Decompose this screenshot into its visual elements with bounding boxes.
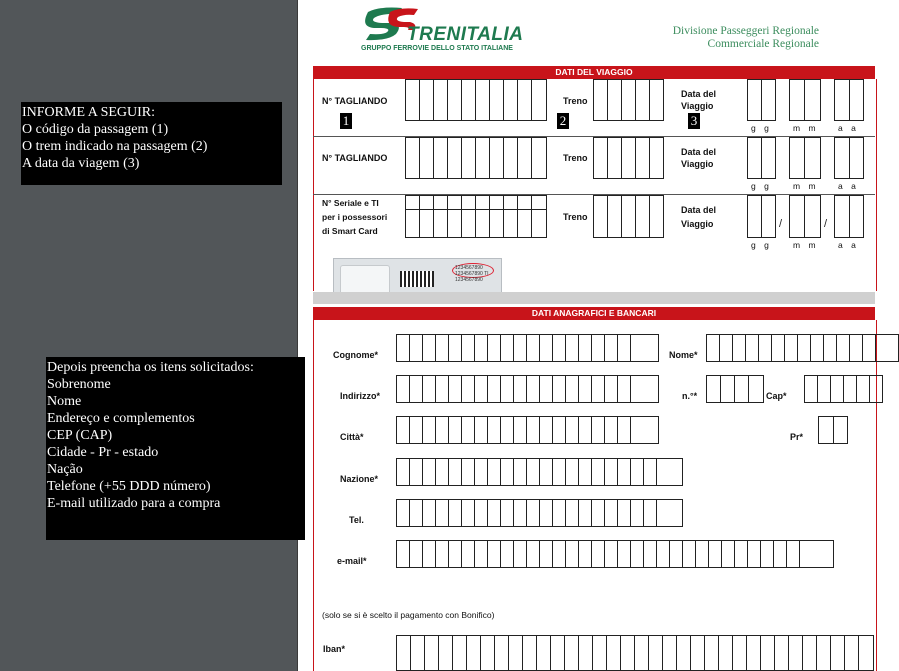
seriale-label-2: per i possessori <box>322 212 388 222</box>
input-cell[interactable] <box>513 375 526 403</box>
seriale-label-1: N° Seriale e TI <box>322 198 379 208</box>
input-cell[interactable] <box>396 635 410 671</box>
numero-input[interactable] <box>706 375 764 403</box>
input-cell[interactable] <box>745 334 758 362</box>
input-cell[interactable] <box>513 334 526 362</box>
input-cell[interactable] <box>474 499 487 527</box>
input-cell[interactable] <box>797 334 810 362</box>
input-cell[interactable] <box>617 540 630 568</box>
input-cell[interactable] <box>747 540 760 568</box>
input-cell[interactable] <box>858 635 874 671</box>
input-cell[interactable] <box>526 416 539 444</box>
email-label: e-mail* <box>337 556 367 566</box>
input-cell[interactable] <box>552 375 565 403</box>
input-cell[interactable] <box>643 540 656 568</box>
input-cell[interactable] <box>643 499 656 527</box>
input-cell[interactable] <box>862 334 875 362</box>
input-cell[interactable] <box>409 499 422 527</box>
input-cell[interactable] <box>578 375 591 403</box>
input-cell[interactable] <box>721 540 734 568</box>
input-cell[interactable] <box>816 635 830 671</box>
input-cell[interactable] <box>452 635 466 671</box>
input-cell[interactable] <box>786 540 799 568</box>
year-input-3[interactable] <box>834 195 864 238</box>
input-cell[interactable] <box>526 540 539 568</box>
input-cell[interactable] <box>513 458 526 486</box>
seriale-input[interactable] <box>405 195 547 238</box>
day-input-1[interactable] <box>747 79 776 121</box>
input-cell[interactable] <box>396 416 409 444</box>
note-top-line: INFORME A SEGUIR: <box>22 105 156 120</box>
card-number-3: 1234567890 <box>455 277 483 283</box>
input-cell[interactable] <box>480 635 494 671</box>
input-cell[interactable] <box>656 499 683 527</box>
input-cell[interactable] <box>592 635 606 671</box>
citta-input[interactable] <box>396 416 659 444</box>
input-cell[interactable] <box>539 334 552 362</box>
input-cell[interactable] <box>875 334 899 362</box>
input-cell[interactable] <box>522 635 536 671</box>
pr-label: Pr* <box>790 432 804 442</box>
input-cell[interactable] <box>448 334 461 362</box>
input-cell[interactable] <box>435 416 448 444</box>
input-cell[interactable] <box>461 458 474 486</box>
input-cell[interactable] <box>422 375 435 403</box>
input-cell[interactable] <box>774 635 788 671</box>
input-cell[interactable] <box>843 375 856 403</box>
mm-label-3: m m <box>793 240 819 250</box>
input-cell[interactable] <box>526 334 539 362</box>
input-cell[interactable] <box>720 375 734 403</box>
input-cell[interactable] <box>487 334 500 362</box>
treno-input-2[interactable] <box>593 137 664 179</box>
day-input-2[interactable] <box>747 137 776 179</box>
input-cell[interactable] <box>409 458 422 486</box>
data-label-1a: Data del <box>681 89 717 99</box>
year-input-1[interactable] <box>834 79 864 121</box>
data-label-3a: Data del <box>681 205 717 215</box>
input-cell[interactable] <box>424 635 438 671</box>
input-cell[interactable] <box>409 540 422 568</box>
input-cell[interactable] <box>620 635 634 671</box>
input-cell[interactable] <box>448 499 461 527</box>
input-cell[interactable] <box>526 458 539 486</box>
input-cell[interactable] <box>630 499 643 527</box>
tagliando-input-1[interactable] <box>405 79 547 121</box>
input-cell[interactable] <box>817 375 830 403</box>
input-cell[interactable] <box>695 540 708 568</box>
treno-label-3: Treno <box>563 212 588 222</box>
input-cell[interactable] <box>565 334 578 362</box>
input-cell[interactable] <box>802 635 816 671</box>
input-cell[interactable] <box>494 635 508 671</box>
smart-card-image <box>333 258 502 293</box>
input-cell[interactable] <box>396 540 409 568</box>
gg-label-3: g g <box>751 240 772 250</box>
input-cell[interactable] <box>487 416 500 444</box>
data-label-2b: Viaggio <box>681 159 714 169</box>
input-cell[interactable] <box>604 540 617 568</box>
aa-label-1: a a <box>838 123 859 133</box>
input-cell[interactable] <box>591 375 604 403</box>
aa-label-2: a a <box>838 181 859 191</box>
data-label-2a: Data del <box>681 147 717 157</box>
input-cell[interactable] <box>719 334 732 362</box>
input-cell[interactable] <box>708 540 721 568</box>
date-slash-1: / <box>779 218 783 230</box>
email-input[interactable] <box>396 540 834 568</box>
input-cell[interactable] <box>788 635 802 671</box>
input-cell[interactable] <box>591 458 604 486</box>
tel-input[interactable] <box>396 499 683 527</box>
input-cell[interactable] <box>438 635 452 671</box>
input-cell[interactable] <box>617 334 630 362</box>
input-cell[interactable] <box>823 334 836 362</box>
marker-2: 2 <box>557 113 569 129</box>
input-cell[interactable] <box>604 334 617 362</box>
data-label-3b: Viaggio <box>681 219 714 229</box>
input-cell[interactable] <box>461 416 474 444</box>
tagliando-label-1: N° TAGLIANDO <box>322 96 388 106</box>
input-cell[interactable] <box>435 540 448 568</box>
indirizzo-label: Indirizzo* <box>340 391 380 401</box>
section-title-anagrafici: DATI ANAGRAFICI E BANCARI <box>313 307 875 320</box>
marker-1: 1 <box>340 113 352 129</box>
input-cell[interactable] <box>539 416 552 444</box>
input-cell[interactable] <box>500 540 513 568</box>
input-cell[interactable] <box>856 375 869 403</box>
input-cell[interactable] <box>617 416 630 444</box>
data-label-1b: Viaggio <box>681 101 714 111</box>
input-cell[interactable] <box>539 540 552 568</box>
numero-label: n.°* <box>682 391 698 401</box>
input-cell[interactable] <box>630 540 643 568</box>
input-cell[interactable] <box>526 375 539 403</box>
tagliando-input-2[interactable] <box>405 137 547 179</box>
input-cell[interactable] <box>656 540 669 568</box>
input-cell[interactable] <box>513 540 526 568</box>
note-bottom-line: CEP (CAP) <box>47 428 113 443</box>
cognome-label: Cognome* <box>333 350 378 360</box>
month-input-2[interactable] <box>789 137 821 179</box>
input-cell[interactable] <box>732 635 746 671</box>
note-top-line: O código da passagem (1) <box>22 122 169 137</box>
input-cell[interactable] <box>487 458 500 486</box>
treno-input-3[interactable] <box>593 195 664 238</box>
input-cell[interactable] <box>409 416 422 444</box>
input-cell[interactable] <box>396 499 409 527</box>
note-bottom-line: Nação <box>47 462 83 477</box>
input-cell[interactable] <box>565 499 578 527</box>
gg-label-1: g g <box>751 123 772 133</box>
iban-input[interactable] <box>396 635 874 671</box>
input-cell[interactable] <box>630 375 659 403</box>
treno-label-2: Treno <box>563 153 588 163</box>
input-cell[interactable] <box>435 375 448 403</box>
input-cell[interactable] <box>630 334 659 362</box>
tagliando-label-2: N° TAGLIANDO <box>322 153 388 163</box>
card-number-2: 1234567890 TI <box>455 271 489 277</box>
date-slash-2: / <box>824 218 828 230</box>
input-cell[interactable] <box>487 375 500 403</box>
input-cell[interactable] <box>706 334 719 362</box>
input-cell[interactable] <box>630 458 643 486</box>
input-cell[interactable] <box>396 375 409 403</box>
nome-label: Nome* <box>669 350 698 360</box>
nome-input[interactable] <box>706 334 899 362</box>
input-cell[interactable] <box>643 458 656 486</box>
input-cell[interactable] <box>474 540 487 568</box>
instruction-note-bottom <box>46 357 305 540</box>
input-cell[interactable] <box>833 416 848 444</box>
month-input-3[interactable] <box>789 195 821 238</box>
input-cell[interactable] <box>500 499 513 527</box>
input-cell[interactable] <box>706 375 720 403</box>
tel-label: Tel. <box>349 515 364 525</box>
input-cell[interactable] <box>487 499 500 527</box>
input-cell[interactable] <box>818 416 833 444</box>
seriale-label-3: di Smart Card <box>322 226 378 236</box>
input-cell[interactable] <box>461 375 474 403</box>
input-cell[interactable] <box>630 416 659 444</box>
input-cell[interactable] <box>513 499 526 527</box>
input-cell[interactable] <box>422 499 435 527</box>
pr-input[interactable] <box>818 416 848 444</box>
input-cell[interactable] <box>552 540 565 568</box>
input-cell[interactable] <box>604 375 617 403</box>
input-cell[interactable] <box>591 334 604 362</box>
input-cell[interactable] <box>565 416 578 444</box>
input-cell[interactable] <box>606 635 620 671</box>
input-cell[interactable] <box>552 334 565 362</box>
input-cell[interactable] <box>760 635 774 671</box>
input-cell[interactable] <box>461 499 474 527</box>
marker-3: 3 <box>688 113 700 129</box>
note-top-line: A data da viagem (3) <box>22 156 140 171</box>
input-cell[interactable] <box>410 635 424 671</box>
input-cell[interactable] <box>773 540 786 568</box>
input-cell[interactable] <box>552 458 565 486</box>
input-cell[interactable] <box>718 635 732 671</box>
cognome-input[interactable] <box>396 334 659 362</box>
input-cell[interactable] <box>676 635 690 671</box>
cap-input[interactable] <box>804 375 883 403</box>
input-cell[interactable] <box>508 635 522 671</box>
input-cell[interactable] <box>565 375 578 403</box>
input-cell[interactable] <box>578 416 591 444</box>
input-cell[interactable] <box>435 499 448 527</box>
input-cell[interactable] <box>526 499 539 527</box>
input-cell[interactable] <box>748 375 764 403</box>
citta-label: Città* <box>340 432 364 442</box>
input-cell[interactable] <box>578 334 591 362</box>
qr-code-icon <box>400 271 434 287</box>
input-cell[interactable] <box>474 458 487 486</box>
bonifico-note: (solo se si è scelto il pagamento con Bonifico) <box>322 610 495 620</box>
input-cell[interactable] <box>734 540 747 568</box>
input-cell[interactable] <box>435 458 448 486</box>
input-cell[interactable] <box>578 499 591 527</box>
input-cell[interactable] <box>513 416 526 444</box>
input-cell[interactable] <box>422 416 435 444</box>
input-cell[interactable] <box>539 375 552 403</box>
input-cell[interactable] <box>409 334 422 362</box>
input-cell[interactable] <box>634 635 648 671</box>
note-bottom-line: E-mail utilizado para a compra <box>47 496 221 511</box>
card-number-1: 1234567890 <box>455 265 483 271</box>
input-cell[interactable] <box>758 334 771 362</box>
input-cell[interactable] <box>662 635 676 671</box>
input-cell[interactable] <box>771 334 784 362</box>
input-cell[interactable] <box>804 375 817 403</box>
section-title-viaggio: DATI DEL VIAGGIO <box>313 66 875 79</box>
input-cell[interactable] <box>578 635 592 671</box>
input-cell[interactable] <box>617 375 630 403</box>
input-cell[interactable] <box>500 375 513 403</box>
input-cell[interactable] <box>448 540 461 568</box>
input-cell[interactable] <box>396 458 409 486</box>
input-cell[interactable] <box>422 334 435 362</box>
input-cell[interactable] <box>604 458 617 486</box>
input-cell[interactable] <box>500 458 513 486</box>
input-cell[interactable] <box>539 458 552 486</box>
input-cell[interactable] <box>422 458 435 486</box>
input-cell[interactable] <box>565 458 578 486</box>
input-cell[interactable] <box>760 540 773 568</box>
input-cell[interactable] <box>746 635 760 671</box>
input-cell[interactable] <box>448 416 461 444</box>
nazione-label: Nazione* <box>340 474 379 484</box>
input-cell[interactable] <box>690 635 704 671</box>
input-cell[interactable] <box>578 540 591 568</box>
input-cell[interactable] <box>869 375 883 403</box>
nazione-input[interactable] <box>396 458 683 486</box>
input-cell[interactable] <box>474 334 487 362</box>
input-cell[interactable] <box>536 635 550 671</box>
input-cell[interactable] <box>704 635 718 671</box>
mm-label-2: m m <box>793 181 819 191</box>
input-cell[interactable] <box>732 334 745 362</box>
input-cell[interactable] <box>552 416 565 444</box>
gg-label-2: g g <box>751 181 772 191</box>
division-line-1: Divisione Passeggeri Regionale <box>672 25 819 37</box>
input-cell[interactable] <box>461 540 474 568</box>
treno-input-1[interactable] <box>593 79 664 121</box>
input-cell[interactable] <box>409 375 422 403</box>
indirizzo-input[interactable] <box>396 375 659 403</box>
input-cell[interactable] <box>550 635 564 671</box>
input-cell[interactable] <box>617 499 630 527</box>
input-cell[interactable] <box>591 416 604 444</box>
input-cell[interactable] <box>784 334 797 362</box>
division-line-2: Commerciale Regionale <box>707 38 819 50</box>
input-cell[interactable] <box>578 458 591 486</box>
input-cell[interactable] <box>591 540 604 568</box>
day-input-3[interactable] <box>747 195 776 238</box>
input-cell[interactable] <box>604 416 617 444</box>
note-bottom-line: Nome <box>47 394 82 409</box>
note-top-line: O trem indicado na passagem (2) <box>22 139 208 154</box>
note-bottom-line: Sobrenome <box>47 377 111 392</box>
input-cell[interactable] <box>830 375 843 403</box>
input-cell[interactable] <box>617 458 630 486</box>
input-cell[interactable] <box>448 458 461 486</box>
instruction-note-top <box>21 102 282 185</box>
input-cell[interactable] <box>448 375 461 403</box>
input-cell[interactable] <box>604 499 617 527</box>
input-cell[interactable] <box>564 635 578 671</box>
note-bottom-line: Depois preencha os itens solicitados: <box>47 360 254 375</box>
note-bottom-line: Telefone (+55 DDD número) <box>47 479 211 494</box>
month-input-1[interactable] <box>789 79 821 121</box>
input-cell[interactable] <box>552 499 565 527</box>
input-cell[interactable] <box>500 334 513 362</box>
input-cell[interactable] <box>844 635 858 671</box>
input-cell[interactable] <box>656 458 683 486</box>
input-cell[interactable] <box>734 375 748 403</box>
cap-label: Cap* <box>766 391 787 401</box>
brand-subtitle: GRUPPO FERROVIE DELLO STATO ITALIANE <box>361 45 513 52</box>
input-cell[interactable] <box>591 499 604 527</box>
input-cell[interactable] <box>422 540 435 568</box>
input-cell[interactable] <box>669 540 682 568</box>
input-cell[interactable] <box>682 540 695 568</box>
input-cell[interactable] <box>565 540 578 568</box>
input-cell[interactable] <box>474 416 487 444</box>
input-cell[interactable] <box>648 635 662 671</box>
input-cell[interactable] <box>396 334 409 362</box>
input-cell[interactable] <box>474 375 487 403</box>
input-cell[interactable] <box>830 635 844 671</box>
section-separator <box>313 292 875 304</box>
iban-label: Iban* <box>323 644 346 654</box>
note-bottom-line: Endereço e complementos <box>47 411 195 426</box>
treno-label-1: Treno <box>563 96 588 106</box>
input-cell[interactable] <box>466 635 480 671</box>
input-cell[interactable] <box>810 334 823 362</box>
brand-name: TRENITALIA <box>407 24 524 45</box>
year-input-2[interactable] <box>834 137 864 179</box>
input-cell[interactable] <box>836 334 849 362</box>
aa-label-3: a a <box>838 240 859 250</box>
mm-label-1: m m <box>793 123 819 133</box>
input-cell[interactable] <box>461 334 474 362</box>
input-cell[interactable] <box>539 499 552 527</box>
input-cell[interactable] <box>799 540 834 568</box>
input-cell[interactable] <box>435 334 448 362</box>
note-bottom-line: Cidade - Pr - estado <box>47 445 159 460</box>
input-cell[interactable] <box>500 416 513 444</box>
input-cell[interactable] <box>849 334 862 362</box>
input-cell[interactable] <box>487 540 500 568</box>
